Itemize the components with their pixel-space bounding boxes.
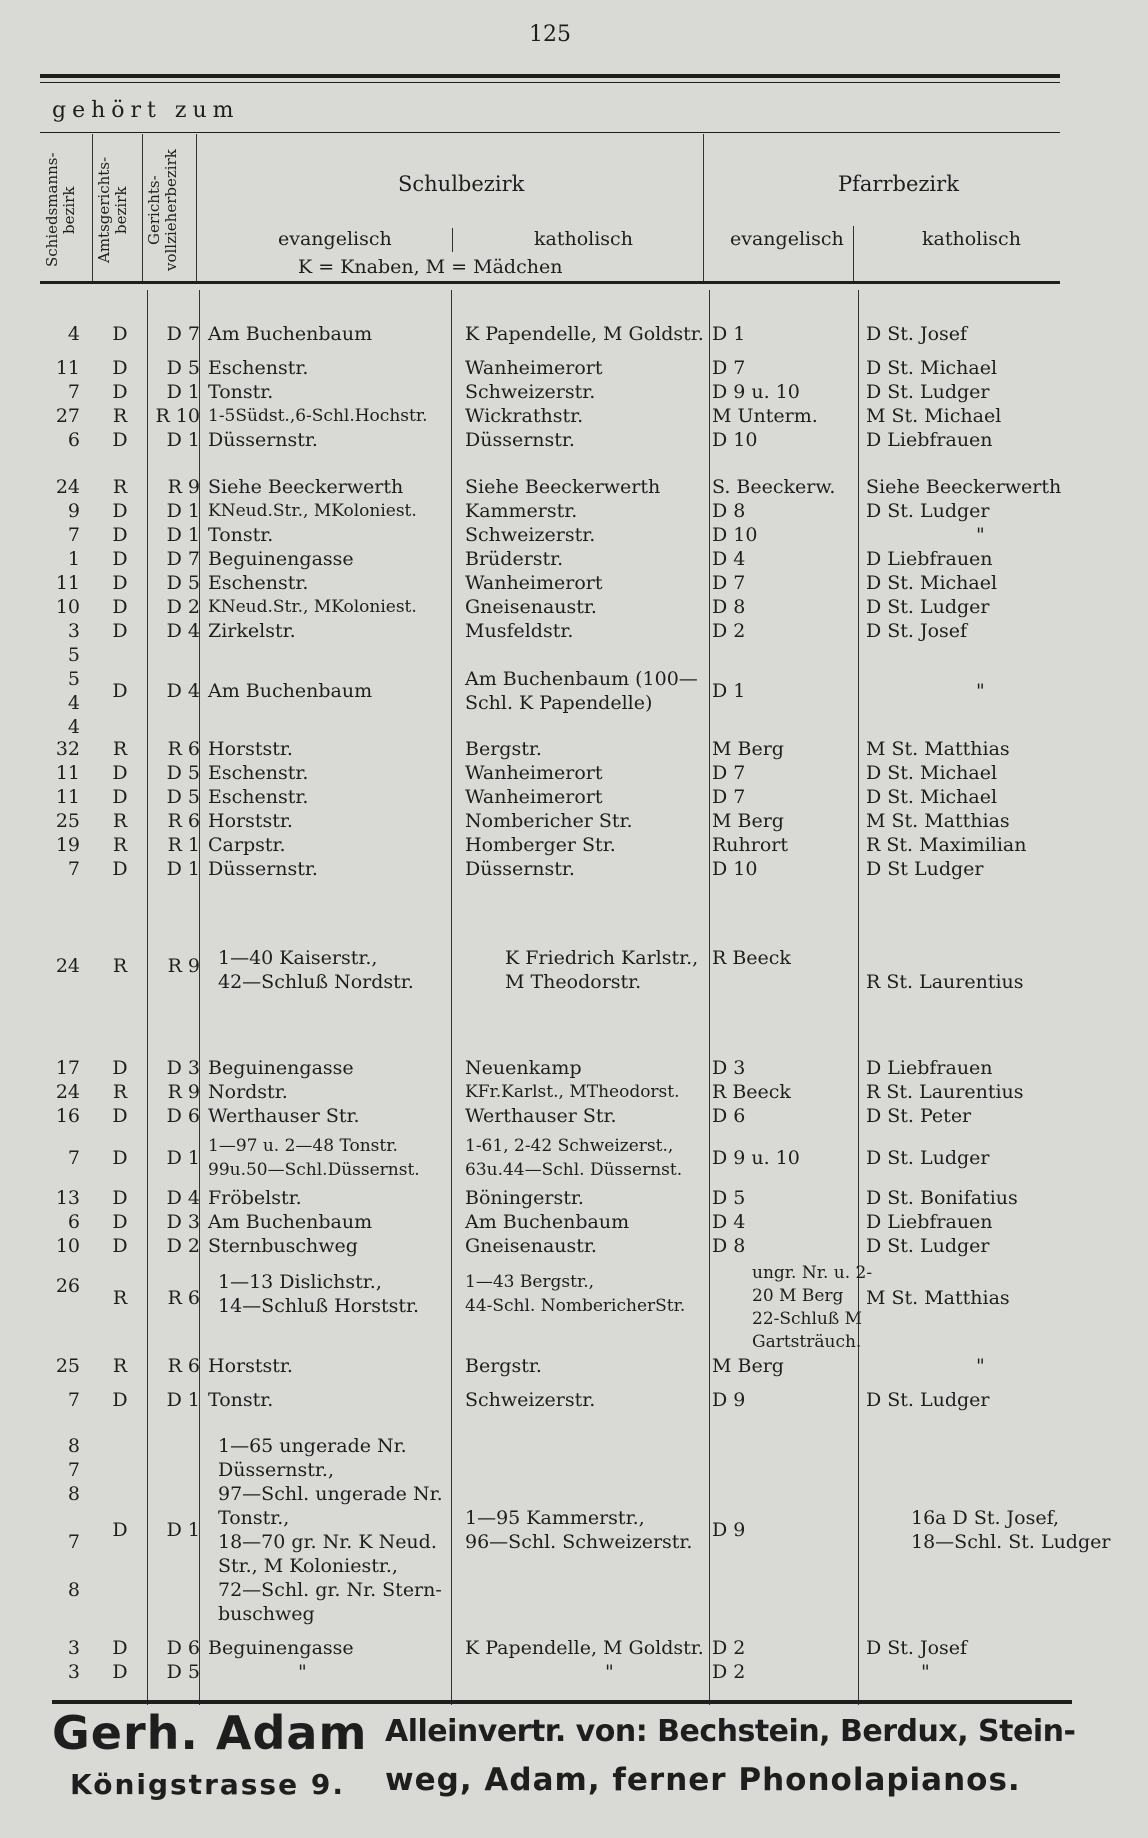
cell-amtsgericht: D: [112, 596, 128, 618]
cell-schiedsmann: 32: [55, 738, 80, 760]
cell-schule-ev: Düssernstr.: [208, 429, 318, 451]
cell-pfarr-ev: D 7: [712, 572, 746, 594]
cell-schule-ev: Horststr.: [208, 1355, 293, 1377]
cell-pfarr-ev: R Beeck: [712, 1081, 791, 1103]
cell-schule-ev: Zirkelstr.: [208, 620, 296, 642]
cell-amtsgericht: R: [112, 1287, 128, 1309]
cell-gerichtsvollzieher: D 7: [166, 548, 200, 570]
cell-pfarr-kath: M St. Matthias: [866, 810, 1010, 832]
header-prefix: gehört zum: [52, 98, 240, 123]
cell-schule-kath: Schweizerstr.: [465, 381, 596, 403]
cell-schule-kath: Gneisenaustr.: [465, 1235, 597, 1257]
cell-pfarr-kath: M St. Matthias: [866, 738, 1010, 760]
cell-schiedsmann: 25: [55, 1355, 80, 1377]
cell-amtsgericht: R: [112, 476, 128, 498]
cell-schule-kath: K Papendelle, M Goldstr.: [465, 323, 704, 345]
cell-schule-ev: Horststr.: [208, 810, 293, 832]
cell-schule-ev: Beguinengasse: [208, 1057, 354, 1079]
header-evangelisch: evangelisch: [278, 228, 392, 250]
cell-amtsgericht: D: [112, 1105, 128, 1127]
cell-schule-ev: 1—65 ungerade Nr. Düssernstr., 97—Schl. ungerade Nr. Tonstr., 18—70 gr. Nr. K Neud. Str., M Koloniestr., 72—Schl. gr. Nr. Stern- buschweg: [218, 1435, 443, 1625]
cell-gerichtsvollzieher: D 1: [166, 429, 200, 451]
cell-schule-ev: Am Buchenbaum: [208, 1211, 373, 1233]
cell-schiedsmann: 3: [67, 620, 80, 642]
cell-schule-kath: 1—43 Bergstr., 44-Schl. NombericherStr.: [465, 1272, 686, 1316]
cell-schiedsmann: 17: [55, 1057, 80, 1079]
cell-schule-ev: Eschenstr.: [208, 357, 309, 379]
cell-pfarr-ev: D 4: [712, 548, 746, 570]
cell-gerichtsvollzieher: D 1: [166, 381, 200, 403]
cell-schule-ev: Tonstr.: [208, 1389, 274, 1411]
cell-pfarr-ev: D 8: [712, 500, 746, 522]
cell-schule-ev: 1—40 Kaiserstr., 42—Schluß Nordstr.: [218, 947, 414, 993]
cell-schiedsmann: 16: [55, 1105, 80, 1127]
cell-gerichtsvollzieher: D 3: [166, 1057, 200, 1079]
cell-gerichtsvollzieher: D 2: [166, 1235, 200, 1257]
cell-schule-kath: 1—95 Kammerstr., 96—Schl. Schweizerstr.: [465, 1507, 693, 1553]
cell-amtsgericht: R: [112, 738, 128, 760]
col-divider: [196, 134, 197, 284]
cell-schule-kath: Düssernstr.: [465, 858, 575, 880]
cell-schule-ev: KNeud.Str., MKoloniest.: [208, 597, 417, 617]
cell-schiedsmann: 7: [67, 1389, 80, 1411]
cell-gerichtsvollzieher: D 1: [166, 500, 200, 522]
cell-schule-ev: ": [298, 1661, 307, 1683]
cell-schule-ev: Fröbelstr.: [208, 1187, 302, 1209]
cell-amtsgericht: R: [112, 1081, 128, 1103]
cell-schiedsmann: 11: [55, 572, 80, 594]
cell-pfarr-ev: D 1: [712, 680, 746, 702]
cell-schiedsmann: 24: [55, 476, 80, 498]
cell-schule-ev: Beguinengasse: [208, 548, 354, 570]
cell-pfarr-ev: D 2: [712, 1661, 746, 1683]
cell-schiedsmann: 25: [55, 810, 80, 832]
cell-pfarr-ev: D 2: [712, 1637, 746, 1659]
header-gerichtsvollzieher: Gerichts- vollzieherbezirk: [145, 149, 180, 271]
cell-pfarr-ev: D 3: [712, 1057, 746, 1079]
cell-gerichtsvollzieher: R 6: [167, 810, 200, 832]
cell-amtsgericht: R: [112, 1355, 128, 1377]
cell-schule-kath: Böningerstr.: [465, 1187, 584, 1209]
cell-gerichtsvollzieher: D 5: [166, 572, 200, 594]
cell-amtsgericht: D: [112, 500, 128, 522]
cell-gerichtsvollzieher: D 5: [166, 762, 200, 784]
cell-amtsgericht: D: [112, 1057, 128, 1079]
cell-schiedsmann: 7: [67, 858, 80, 880]
advert-line2: weg, Adam, ferner Phonolapianos.: [385, 1762, 1021, 1798]
cell-pfarr-ev: D 8: [712, 596, 746, 618]
cell-schule-ev: Beguinengasse: [208, 1637, 354, 1659]
cell-pfarr-kath: ": [976, 524, 985, 546]
cell-amtsgericht: D: [112, 680, 128, 702]
cell-pfarr-kath: Siehe Beeckerwerth: [866, 476, 1062, 498]
cell-schule-kath: K Papendelle, M Goldstr.: [465, 1637, 704, 1659]
cell-schule-kath: Bergstr.: [465, 738, 542, 760]
cell-amtsgericht: R: [112, 810, 128, 832]
top-rule-thin: [40, 82, 1060, 83]
cell-pfarr-ev: D 10: [712, 429, 758, 451]
cell-schule-kath: Schweizerstr.: [465, 1389, 596, 1411]
cell-schiedsmann: 11: [55, 762, 80, 784]
cell-schiedsmann: 27: [55, 405, 80, 427]
col-divider: [92, 134, 93, 284]
cell-amtsgericht: R: [112, 955, 128, 977]
cell-pfarr-kath: D Liebfrauen: [866, 429, 993, 451]
cell-pfarr-ev: Ruhrort: [712, 834, 789, 856]
cell-schule-kath: Gneisenaustr.: [465, 596, 597, 618]
col-divider: [703, 134, 704, 284]
cell-gerichtsvollzieher: R 10: [155, 405, 200, 427]
cell-schule-kath: Am Buchenbaum: [465, 1211, 630, 1233]
cell-gerichtsvollzieher: D 1: [166, 524, 200, 546]
header-katholisch: katholisch: [534, 228, 633, 250]
cell-schule-ev: Tonstr.: [208, 381, 274, 403]
cell-pfarr-ev: M Berg: [712, 1355, 784, 1377]
cell-pfarr-ev: D 6: [712, 1105, 746, 1127]
cell-pfarr-ev: D 8: [712, 1235, 746, 1257]
cell-schiedsmann: 11: [55, 357, 80, 379]
cell-gerichtsvollzieher: D 6: [166, 1105, 200, 1127]
cell-schiedsmann: 10: [55, 596, 80, 618]
cell-amtsgericht: D: [112, 381, 128, 403]
cell-schule-ev: Düssernstr.: [208, 858, 318, 880]
cell-pfarr-ev: M Unterm.: [712, 405, 818, 427]
cell-schule-kath: Kammerstr.: [465, 500, 578, 522]
cell-amtsgericht: D: [112, 1519, 128, 1541]
cell-amtsgericht: D: [112, 429, 128, 451]
cell-gerichtsvollzieher: D 1: [166, 858, 200, 880]
cell-pfarr-kath: D St. Josef: [866, 323, 968, 345]
header-pf-katholisch: katholisch: [922, 228, 1021, 250]
cell-pfarr-ev: M Berg: [712, 738, 784, 760]
cell-gerichtsvollzieher: D 4: [166, 620, 200, 642]
cell-schule-ev: KNeud.Str., MKoloniest.: [208, 501, 417, 521]
cell-pfarr-kath: D Liebfrauen: [866, 1057, 993, 1079]
cell-schule-kath: Wickrathstr.: [465, 405, 584, 427]
cell-pfarr-kath: M St. Matthias: [866, 1287, 1010, 1309]
cell-amtsgericht: R: [112, 405, 128, 427]
cell-schule-kath: Bergstr.: [465, 1355, 542, 1377]
cell-schiedsmann: 7: [67, 1147, 80, 1169]
cell-pfarr-ev: D 7: [712, 762, 746, 784]
cell-schule-ev: Werthauser Str.: [208, 1105, 360, 1127]
cell-schiedsmann: 13: [55, 1187, 80, 1209]
cell-schiedsmann: 19: [55, 834, 80, 856]
cell-schule-ev: 1—13 Dislichstr., 14—Schluß Horststr.: [218, 1271, 420, 1317]
cell-amtsgericht: D: [112, 1661, 128, 1683]
cell-schiedsmann: 3: [67, 1637, 80, 1659]
cell-amtsgericht: D: [112, 1637, 128, 1659]
cell-schule-kath: 1-61, 2-42 Schweizerst., 63u.44—Schl. Düssernst.: [465, 1136, 683, 1180]
cell-pfarr-kath: D St. Josef: [866, 1637, 968, 1659]
cell-amtsgericht: D: [112, 357, 128, 379]
cell-schule-ev: Am Buchenbaum: [208, 323, 373, 345]
advert-top-rule: [52, 1700, 1072, 1704]
cell-pfarr-ev: D 2: [712, 620, 746, 642]
cell-amtsgericht: D: [112, 1211, 128, 1233]
cell-schule-kath: Werthauser Str.: [465, 1105, 617, 1127]
cell-schiedsmann: 9: [67, 500, 80, 522]
cell-schule-kath: Musfeldstr.: [465, 620, 574, 642]
cell-schule-ev: Siehe Beeckerwerth: [208, 476, 404, 498]
cell-schiedsmann: 4: [67, 323, 80, 345]
cell-gerichtsvollzieher: D 4: [166, 680, 200, 702]
cell-schule-kath: Wanheimerort: [465, 786, 603, 808]
cell-schiedsmann: 8 7 8 7 8: [67, 1435, 80, 1601]
cell-schule-ev: Eschenstr.: [208, 786, 309, 808]
advert-line1: Alleinvertr. von: Bechstein, Berdux, Stein-: [385, 1714, 1076, 1749]
cell-pfarr-kath: ": [921, 1661, 930, 1683]
cell-gerichtsvollzieher: D 3: [166, 1211, 200, 1233]
cell-pfarr-kath: D St. Ludger: [866, 1235, 990, 1257]
cell-schule-kath: Homberger Str.: [465, 834, 616, 856]
cell-pfarr-kath: D Liebfrauen: [866, 548, 993, 570]
cell-schule-kath: Neuenkamp: [465, 1057, 582, 1079]
cell-amtsgericht: R: [112, 834, 128, 856]
cell-pfarr-ev: D 4: [712, 1211, 746, 1233]
cell-schiedsmann: 3: [67, 1661, 80, 1683]
cell-pfarr-ev: D 10: [712, 524, 758, 546]
cell-schule-kath: Wanheimerort: [465, 762, 603, 784]
cell-amtsgericht: D: [112, 572, 128, 594]
cell-schule-kath: ": [605, 1661, 614, 1683]
cell-schule-ev: Tonstr.: [208, 524, 274, 546]
cell-pfarr-kath: D St. Ludger: [866, 1389, 990, 1411]
cell-amtsgericht: D: [112, 620, 128, 642]
cell-gerichtsvollzieher: D 1: [166, 1389, 200, 1411]
cell-pfarr-ev: D 1: [712, 323, 746, 345]
cell-pfarr-ev: D 9 u. 10: [712, 381, 800, 403]
cell-pfarr-kath: D St. Michael: [866, 357, 998, 379]
cell-amtsgericht: D: [112, 786, 128, 808]
cell-schiedsmann: 7: [67, 524, 80, 546]
cell-pfarr-kath: D St. Michael: [866, 786, 998, 808]
cell-pfarr-kath: M St. Michael: [866, 405, 1002, 427]
cell-pfarr-kath: D Liebfrauen: [866, 1211, 993, 1233]
cell-gerichtsvollzieher: D 5: [166, 1661, 200, 1683]
cell-gerichtsvollzieher: D 2: [166, 596, 200, 618]
cell-schule-ev: Horststr.: [208, 738, 293, 760]
cell-pfarr-kath: D St. Ludger: [866, 596, 990, 618]
cell-amtsgericht: D: [112, 1147, 128, 1169]
cell-schiedsmann: 1: [67, 548, 80, 570]
header-schulbezirk: Schulbezirk: [398, 172, 525, 196]
header-top-line: [40, 132, 1060, 133]
cell-schule-ev: Nordstr.: [208, 1081, 288, 1103]
cell-schiedsmann: 10: [55, 1235, 80, 1257]
cell-gerichtsvollzieher: D 5: [166, 357, 200, 379]
header-legend: K = Knaben, M = Mädchen: [298, 256, 563, 278]
header-pf-evangelisch: evangelisch: [730, 228, 844, 250]
cell-amtsgericht: D: [112, 1389, 128, 1411]
header-amtsgericht: Amtsgerichts- bezirk: [95, 156, 130, 264]
advert-name: Gerh. Adam: [52, 1706, 368, 1760]
cell-amtsgericht: D: [112, 524, 128, 546]
cell-gerichtsvollzieher: R 1: [167, 834, 200, 856]
cell-pfarr-kath: D St. Josef: [866, 620, 968, 642]
cell-pfarr-ev: D 10: [712, 858, 758, 880]
cell-schule-ev: Eschenstr.: [208, 762, 309, 784]
cell-gerichtsvollzieher: D 6: [166, 1637, 200, 1659]
cell-schule-kath: KFr.Karlst., MTheodorst.: [465, 1082, 680, 1102]
cell-gerichtsvollzieher: D 4: [166, 1187, 200, 1209]
cell-pfarr-kath: ": [976, 1355, 985, 1377]
cell-schiedsmann: 24: [55, 955, 80, 977]
cell-schule-ev: Am Buchenbaum: [208, 680, 373, 702]
cell-gerichtsvollzieher: D 7: [166, 323, 200, 345]
cell-schule-ev: 1—97 u. 2—48 Tonstr. 99u.50—Schl.Düssernst.: [208, 1136, 420, 1180]
cell-schule-kath: Siehe Beeckerwerth: [465, 476, 661, 498]
cell-schule-kath: Nombericher Str.: [465, 810, 633, 832]
cell-pfarr-kath: D St. Ludger: [866, 500, 990, 522]
cell-pfarr-ev: S. Beeckerw.: [712, 476, 836, 498]
col-divider: [142, 134, 143, 284]
cell-schule-kath: Schweizerstr.: [465, 524, 596, 546]
header-pfarrbezirk: Pfarrbezirk: [838, 172, 959, 196]
cell-pfarr-kath: D St. Bonifatius: [866, 1187, 1018, 1209]
cell-pfarr-ev: D 9: [712, 1389, 746, 1411]
page-number: 125: [529, 22, 571, 47]
cell-pfarr-kath: D St. Ludger: [866, 1147, 990, 1169]
cell-schule-ev: Sternbuschweg: [208, 1235, 358, 1257]
cell-schule-kath: Am Buchenbaum (100— Schl. K Papendelle): [465, 668, 698, 714]
cell-amtsgericht: D: [112, 548, 128, 570]
cell-pfarr-kath: D St. Michael: [866, 572, 998, 594]
cell-schule-ev: Carpstr.: [208, 834, 286, 856]
cell-schiedsmann: 5 5 4 4: [67, 644, 80, 738]
col-divider: [452, 228, 453, 252]
cell-pfarr-kath: D St Ludger: [866, 858, 984, 880]
cell-pfarr-kath: R St. Laurentius: [866, 971, 1024, 993]
cell-gerichtsvollzieher: R 9: [167, 955, 200, 977]
cell-amtsgericht: D: [112, 1187, 128, 1209]
cell-gerichtsvollzieher: R 6: [167, 1355, 200, 1377]
col-divider: [853, 226, 854, 284]
cell-pfarr-kath: D St. Peter: [866, 1105, 972, 1127]
cell-pfarr-ev: D 9: [712, 1519, 746, 1541]
cell-gerichtsvollzieher: D 5: [166, 786, 200, 808]
cell-pfarr-ev: D 7: [712, 786, 746, 808]
cell-pfarr-ev: D 5: [712, 1187, 746, 1209]
cell-schule-ev: Eschenstr.: [208, 572, 309, 594]
cell-pfarr-kath: R St. Maximilian: [866, 834, 1027, 856]
cell-pfarr-kath: 16a D St. Josef, 18—Schl. St. Ludger: [911, 1507, 1111, 1553]
cell-schiedsmann: 24: [55, 1081, 80, 1103]
cell-schiedsmann: 6: [67, 1211, 80, 1233]
cell-schule-kath: Brüderstr.: [465, 548, 564, 570]
cell-schiedsmann: 26: [55, 1275, 80, 1297]
cell-amtsgericht: D: [112, 762, 128, 784]
header-schiedsmann: Schiedsmanns- bezirk: [43, 152, 78, 268]
cell-gerichtsvollzieher: R 9: [167, 476, 200, 498]
cell-pfarr-kath: ": [976, 680, 985, 702]
cell-gerichtsvollzieher: D 1: [166, 1519, 200, 1541]
cell-pfarr-kath: R St. Laurentius: [866, 1081, 1024, 1103]
cell-gerichtsvollzieher: R 6: [167, 738, 200, 760]
cell-schiedsmann: 11: [55, 786, 80, 808]
cell-amtsgericht: D: [112, 858, 128, 880]
cell-gerichtsvollzieher: D 1: [166, 1147, 200, 1169]
cell-schule-kath: Düssernstr.: [465, 429, 575, 451]
cell-pfarr-ev: D 7: [712, 357, 746, 379]
cell-amtsgericht: D: [112, 1235, 128, 1257]
cell-schule-ev: 1-5Südst.,6-Schl.Hochstr.: [208, 406, 428, 426]
cell-pfarr-kath: D St. Ludger: [866, 381, 990, 403]
cell-schule-kath: K Friedrich Karlstr., M Theodorstr.: [505, 947, 699, 993]
cell-pfarr-ev: R Beeck: [712, 947, 791, 969]
cell-schule-kath: Wanheimerort: [465, 572, 603, 594]
cell-pfarr-ev: D 9 u. 10: [712, 1147, 800, 1169]
cell-gerichtsvollzieher: R 9: [167, 1081, 200, 1103]
top-rule: [40, 74, 1060, 78]
cell-gerichtsvollzieher: R 6: [167, 1287, 200, 1309]
cell-pfarr-ev: M Berg: [712, 810, 784, 832]
cell-schule-kath: Wanheimerort: [465, 357, 603, 379]
header-bottom-rule: [40, 281, 1060, 284]
cell-amtsgericht: D: [112, 323, 128, 345]
cell-schiedsmann: 7: [67, 381, 80, 403]
cell-pfarr-kath: D St. Michael: [866, 762, 998, 784]
cell-pfarr-ev: ungr. Nr. u. 2- 20 M Berg 22-Schluß M Gartsträuch.: [752, 1263, 873, 1352]
advert-address: Königstrasse 9.: [70, 1768, 345, 1801]
cell-schiedsmann: 6: [67, 429, 80, 451]
